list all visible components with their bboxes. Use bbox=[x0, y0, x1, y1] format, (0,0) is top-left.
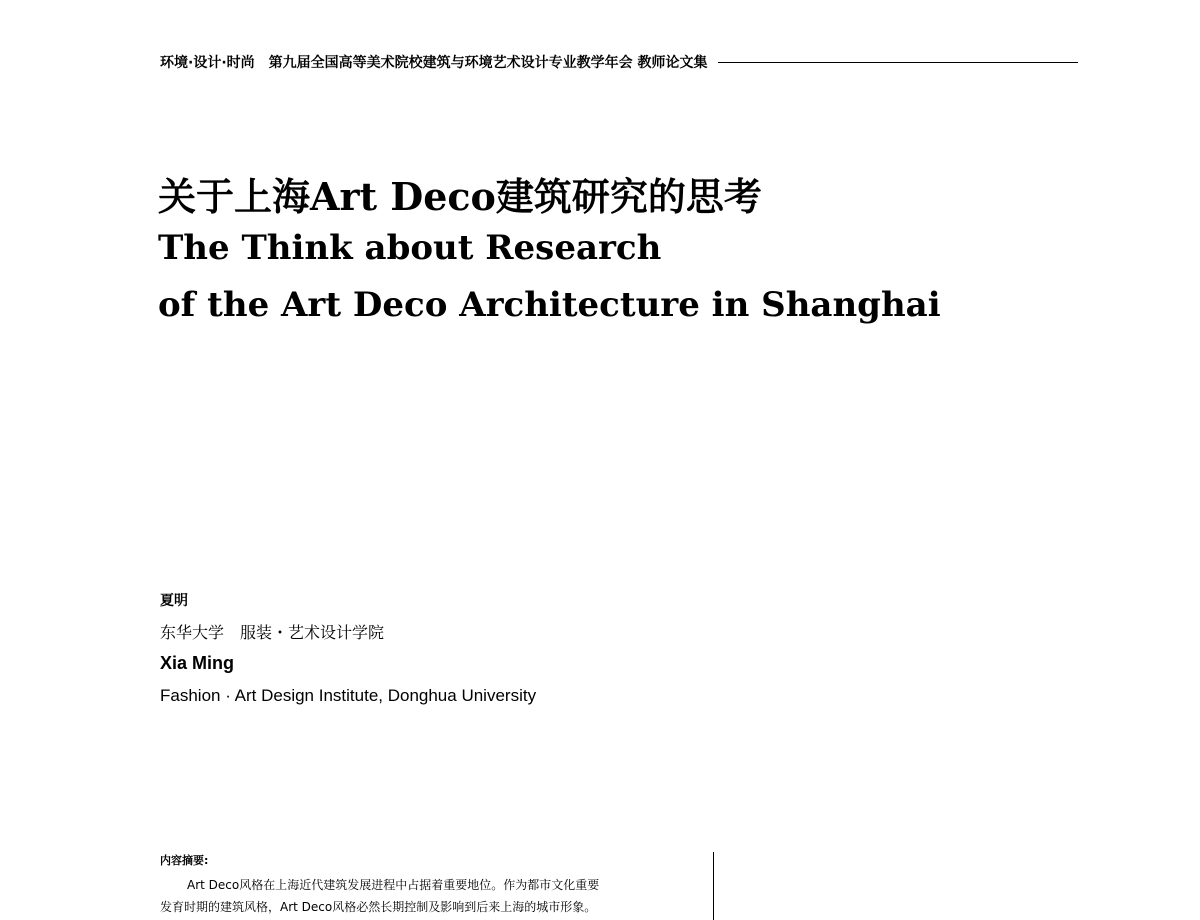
title-chinese: 关于上海Art Deco建筑研究的思考 bbox=[158, 174, 762, 219]
running-header-text: 环境·设计·时尚 第九届全国高等美术院校建筑与环境艺术设计专业教学年会 教师论文集 bbox=[160, 55, 708, 71]
column-divider bbox=[713, 852, 714, 920]
author-name-english: Xia Ming bbox=[160, 653, 235, 673]
title-english-line1: The Think about Research bbox=[158, 228, 662, 268]
title-english-line2: of the Art Deco Architecture in Shanghai bbox=[158, 285, 941, 325]
author-name-chinese: 夏明 bbox=[160, 593, 188, 609]
abstract-line: 发育时期的建筑风格，Art Deco风格必然长期控制及影响到后来上海的城市形象。 bbox=[160, 900, 597, 914]
header-rule bbox=[718, 62, 1078, 63]
author-institution-chinese: 东华大学 服装・艺术设计学院 bbox=[160, 623, 385, 642]
abstract-line: Art Deco风格在上海近代建筑发展进程中占据着重要地位。作为都市文化重要 bbox=[187, 878, 600, 892]
abstract-label: 内容摘要: bbox=[160, 854, 209, 867]
author-institution-english: Fashion · Art Design Institute, Donghua University bbox=[160, 686, 537, 705]
running-header bbox=[160, 52, 1078, 72]
